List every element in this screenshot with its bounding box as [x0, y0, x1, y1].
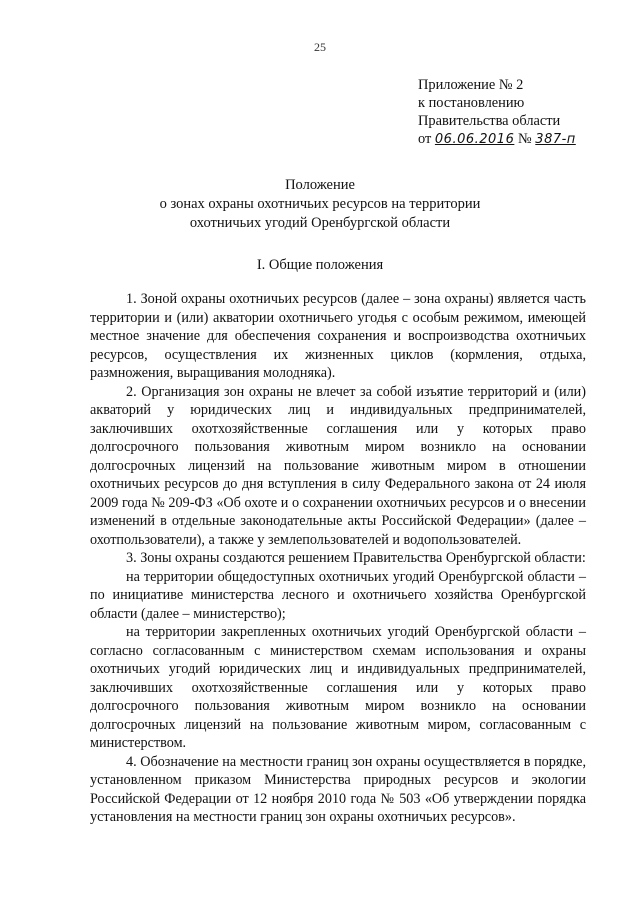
paragraph-1: 1. Зоной охраны охотничьих ресурсов (далее – зона охраны) является часть территории и (или) акватории охотничьего угодья с особым режимом, имеющей местное значение для обеспечения сохранения и воспроизводства охотничьих ресурсов, осуществления их жизненных циклов (кормления, отдыха, размножения, выращивания молодняка).	[90, 291, 586, 381]
document-title	[0, 176, 640, 233]
date-prefix: от	[418, 131, 432, 147]
handwritten-date: 06.06.2016	[434, 132, 515, 147]
paragraph-3: 3. Зоны охраны создаются решением Правительства Оренбургской области:	[126, 550, 586, 566]
appendix-authority: Правительства области	[418, 113, 561, 129]
paragraph-3-item-2: на территории закрепленных охотничьих угодий Оренбургской области – согласно согласованным с министерством схемам использования и охраны охотничьих угодий юридических лиц и индивидуальных предпринимателей, заключивших охотхозяйственные соглашения или у которых право долгосрочного пользования животным миром возникло на основании долгосрочных лицензий на пользование животным миром, согласованным с министерством.	[90, 624, 586, 751]
title-line-2: о зонах охраны охотничьих ресурсов на территории	[159, 196, 481, 212]
number-prefix: №	[517, 131, 532, 147]
page-number: 25	[314, 40, 326, 54]
title-line-1: Положение	[285, 177, 355, 193]
section-heading: I. Общие положения	[256, 257, 384, 273]
appendix-reference: к постановлению	[418, 95, 525, 111]
title-line-3: охотничьих угодий Оренбургской области	[189, 215, 451, 231]
handwritten-number: 387-п	[535, 132, 576, 147]
appendix-header	[418, 76, 576, 149]
appendix-title: Приложение № 2	[418, 77, 524, 93]
paragraph-3-item-1: на территории общедоступных охотничьих угодий Оренбургской области – по инициативе министерства лесного и охотничьего хозяйства Оренбургской области (далее – министерство);	[90, 568, 586, 622]
paragraph-2: 2. Организация зон охраны не влечет за собой изъятие территорий и (или) акваторий у юридических лиц и индивидуальных предпринимателей, заключивших охотхозяйственные соглашения или у которых право долгосрочного пользования животным миром возникло на основании долгосрочных лицензий на пользование животным миром в отношении охотничьих ресурсов до дня вступления в силу Федерального закона от 24 июля 2009 года № 209-ФЗ «Об охоте и о сохранении охотничьих ресурсов и о внесении изменений в отдельные законодательные акты Российской Федерации» (далее – охотпользователи), а также у землепользователей и водопользователей.	[90, 383, 586, 548]
paragraph-4: 4. Обозначение на местности границ зон охраны осуществляется в порядке, установленном приказом Министерства природных ресурсов и экологии Российской Федерации от 12 ноября 2010 года № 503 «Об утверждении порядка установления на местности границ зон охраны охотничьих ресурсов».	[90, 753, 586, 825]
document-body	[90, 290, 586, 827]
appendix-date-line	[418, 130, 576, 149]
